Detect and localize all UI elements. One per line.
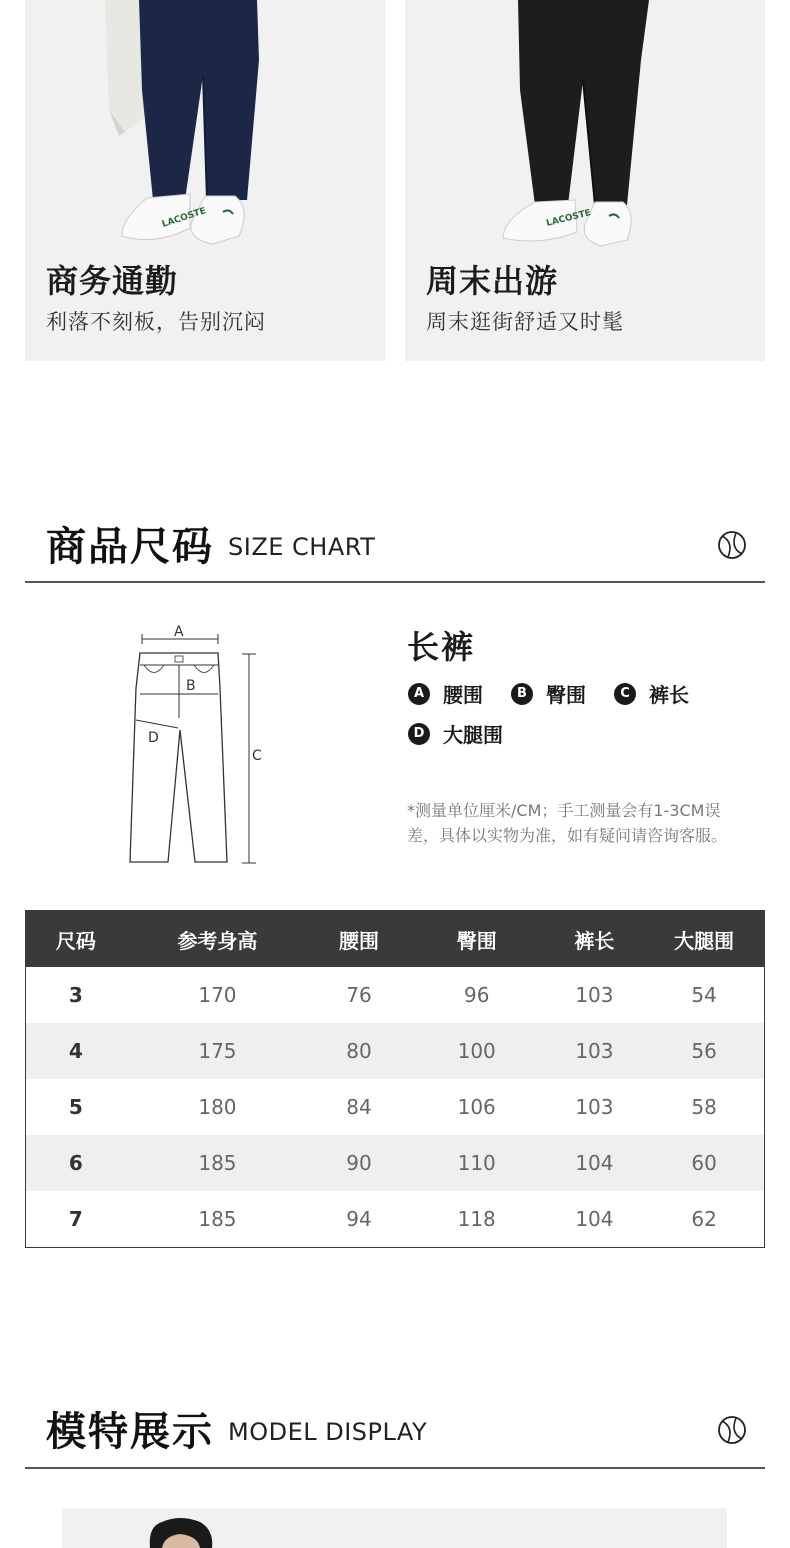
table-row — [26, 1191, 765, 1248]
section-title-en: SIZE CHART — [228, 533, 376, 561]
legend-badge: B — [511, 683, 533, 705]
table-row — [26, 1079, 765, 1135]
size-chart-header — [25, 515, 765, 575]
cell-hip: 110 — [409, 1135, 545, 1191]
cell-hip: 118 — [457, 1207, 496, 1231]
cell-size: 3 — [68, 983, 83, 1007]
legend-badge: A — [408, 683, 430, 705]
svg-text:B: B — [186, 678, 196, 694]
header-size: 尺码 — [26, 911, 126, 968]
cell-thigh: 54 — [691, 983, 717, 1007]
cell-size: 6 — [26, 1135, 126, 1191]
section-title-en: MODEL DISPLAY — [228, 1418, 428, 1446]
cell-height: 185 — [198, 1207, 237, 1231]
tennis-ball-icon — [717, 530, 747, 560]
scene-subtitle: 周末逛街舒适又时髦 — [426, 310, 624, 334]
cell-waist: 94 — [346, 1207, 372, 1231]
legend-hip — [511, 679, 586, 708]
size-table — [25, 910, 765, 1248]
scene-card-business — [25, 0, 385, 361]
model-head-photo — [62, 1508, 727, 1548]
cell-thigh: 60 — [644, 1135, 764, 1191]
header-waist: 腰围 — [309, 911, 409, 968]
cell-size: 4 — [26, 1023, 126, 1079]
scene-subtitle: 利落不刻板，告别沉闷 — [46, 310, 266, 334]
cell-length: 104 — [575, 1207, 614, 1231]
svg-text:A: A — [174, 624, 184, 640]
cell-waist: 80 — [309, 1023, 409, 1079]
cell-height: 180 — [198, 1095, 237, 1119]
legend-label: 腰围 — [443, 683, 483, 707]
cell-size: 5 — [68, 1095, 83, 1119]
table-row — [26, 1023, 765, 1079]
legend-thigh — [408, 719, 503, 748]
svg-text:LACOSTE: LACOSTE — [160, 206, 208, 230]
legend-badge: C — [614, 683, 636, 705]
header-hip: 臀围 — [409, 911, 545, 968]
section-title-zh: 商品尺码 — [46, 524, 214, 570]
header-height: 参考身高 — [126, 911, 309, 968]
legend-label: 裤长 — [649, 683, 689, 707]
cell-thigh: 62 — [691, 1207, 717, 1231]
cell-length: 103 — [575, 1095, 614, 1119]
cell-height: 170 — [198, 983, 237, 1007]
scene-card-weekend — [405, 0, 765, 361]
table-row — [26, 1135, 765, 1191]
cell-waist: 90 — [309, 1135, 409, 1191]
table-header-row — [26, 911, 765, 968]
scene-title: 商务通勤 — [46, 262, 179, 300]
cell-length: 104 — [545, 1135, 645, 1191]
cell-height: 175 — [126, 1023, 309, 1079]
cell-height: 185 — [126, 1135, 309, 1191]
cell-waist: 84 — [346, 1095, 372, 1119]
cell-thigh: 56 — [644, 1023, 764, 1079]
pants-measurement-diagram — [120, 618, 280, 870]
svg-text:LACOSTE: LACOSTE — [545, 208, 593, 229]
legend-badge: D — [408, 723, 430, 745]
section-divider — [25, 1467, 765, 1469]
scene-title: 周末出游 — [426, 262, 559, 300]
legend-waist — [408, 679, 483, 708]
header-length: 裤长 — [545, 911, 645, 968]
cell-size: 7 — [68, 1207, 83, 1231]
product-name: 长裤 — [407, 628, 476, 666]
cell-thigh: 58 — [691, 1095, 717, 1119]
cell-hip: 106 — [457, 1095, 496, 1119]
model-photo-card — [62, 1508, 727, 1548]
cell-hip: 96 — [463, 983, 490, 1007]
section-divider — [25, 581, 765, 583]
legend-label: 大腿围 — [443, 723, 503, 747]
cell-hip: 100 — [409, 1023, 545, 1079]
model-photo-black-pants — [405, 0, 765, 250]
tennis-ball-icon — [717, 1415, 747, 1445]
cell-waist: 76 — [346, 983, 372, 1007]
legend-label: 臀围 — [546, 683, 586, 707]
model-photo-navy-pants — [25, 0, 385, 250]
svg-text:D: D — [148, 730, 159, 746]
cell-length: 103 — [575, 983, 614, 1007]
section-title-zh: 模特展示 — [46, 1409, 214, 1455]
header-thigh: 大腿围 — [644, 911, 764, 968]
table-row — [26, 967, 765, 1023]
model-display-header — [25, 1400, 765, 1460]
legend-length — [614, 679, 689, 708]
svg-text:C: C — [252, 748, 262, 764]
measurement-note: *测量单位厘米/CM；手工测量会有1-3CM误差，具体以实物为准，如有疑问请咨询客服。 — [407, 801, 728, 845]
cell-length: 103 — [545, 1023, 645, 1079]
